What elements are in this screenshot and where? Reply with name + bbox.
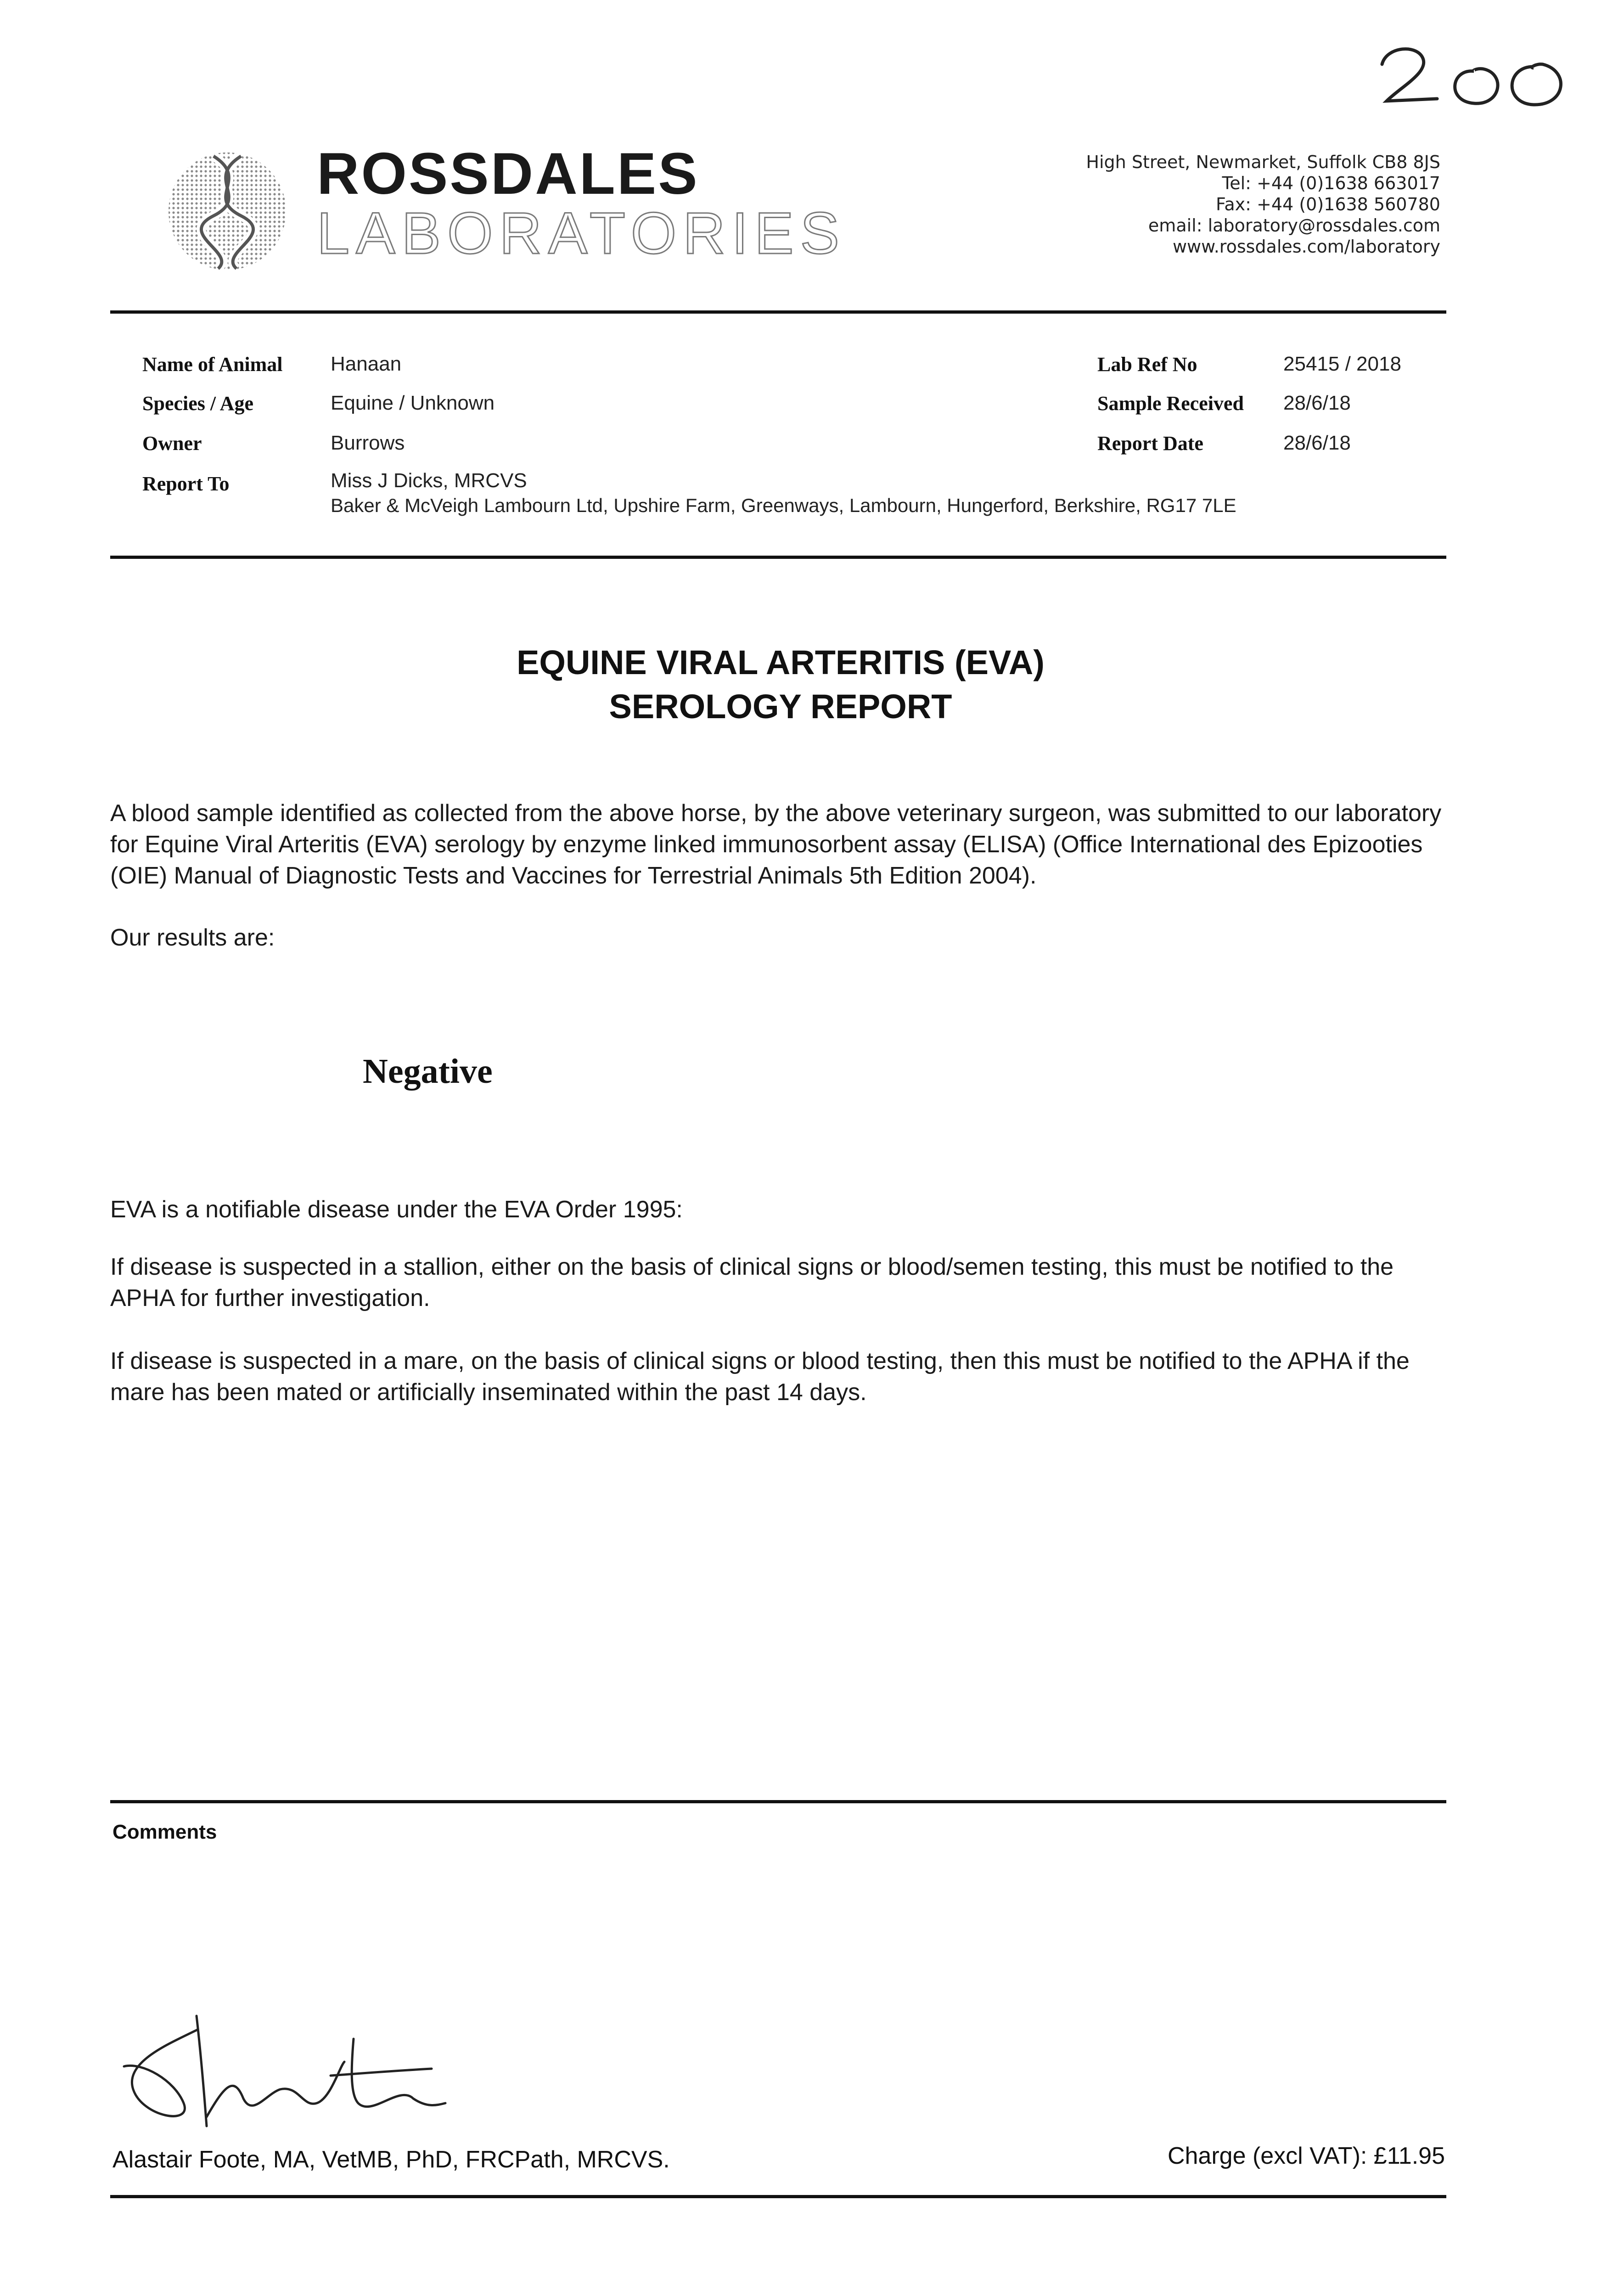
- mare-note: If disease is suspected in a mare, on the basis of clinical signs or blood testing, then this must be notified to the APHA if the mare has been mated or artificially inseminated within the past 14 days.: [110, 1348, 1410, 1406]
- footer-divider: [110, 2195, 1446, 2198]
- owner-value: Burrows: [331, 432, 405, 454]
- header-divider: [110, 310, 1446, 314]
- owner-label: Owner: [142, 432, 202, 455]
- logo-title: ROSSDALES: [317, 141, 699, 207]
- report-title-line1: EQUINE VIRAL ARTERITIS (EVA): [517, 643, 1045, 681]
- notifiable-statement: EVA is a notifiable disease under the EVA Order 1995:: [110, 1196, 683, 1223]
- handwritten-page-number: [1368, 28, 1589, 119]
- address-website: www.rossdales.com/laboratory: [1172, 236, 1440, 257]
- sample-received-value: 28/6/18: [1283, 392, 1351, 414]
- rossdales-emblem-icon: [158, 147, 296, 276]
- results-lead: Our results are:: [110, 924, 275, 951]
- name-of-animal-label: Name of Animal: [142, 353, 283, 376]
- report-to-address: Baker & McVeigh Lambourn Ltd, Upshire Farm, Greenways, Lambourn, Hungerford, Berkshire, RG17 7LE: [331, 495, 1236, 516]
- species-age-value: Equine / Unknown: [331, 392, 495, 414]
- report-to-name: Miss J Dicks, MRCVS: [331, 469, 527, 492]
- sample-received-label: Sample Received: [1097, 392, 1244, 415]
- address-fax: Fax: +44 (0)1638 560780: [1216, 194, 1440, 214]
- handwritten-signature: [115, 2011, 464, 2140]
- charge-amount: Charge (excl VAT): £11.95: [1167, 2143, 1445, 2169]
- address-email: email: laboratory@rossdales.com: [1148, 215, 1440, 236]
- logo-subtitle: LABORATORIES: [317, 201, 846, 266]
- fields-divider: [110, 556, 1446, 559]
- report-to-label: Report To: [142, 473, 230, 495]
- lab-ref-label: Lab Ref No: [1097, 353, 1197, 376]
- comments-divider: [110, 1800, 1446, 1803]
- report-title-line2: SEROLOGY REPORT: [609, 687, 952, 726]
- report-date-value: 28/6/18: [1283, 432, 1351, 454]
- test-result: Negative: [363, 1052, 493, 1091]
- signatory-name: Alastair Foote, MA, VetMB, PhD, FRCPath, MRCVS.: [112, 2146, 670, 2173]
- intro-paragraph: A blood sample identified as collected from the above horse, by the above veterinary surgeon, was submitted to our laboratory for Equine Viral Arteritis (EVA) serology by enzyme linked immunosorbent assay (ELISA) (Office International des Epizooties (OIE) Manual of Diagnostic Tests and Vaccines for Terrestrial Animals 5th Edition 2004).: [110, 800, 1442, 889]
- report-title: [0, 641, 1561, 729]
- address-phone: Tel: +44 (0)1638 663017: [1222, 173, 1440, 193]
- report-date-label: Report Date: [1097, 432, 1203, 455]
- stallion-note: If disease is suspected in a stallion, either on the basis of clinical signs or blood/semen testing, this must be notified to the APHA for further investigation.: [110, 1254, 1394, 1311]
- lab-ref-value: 25415 / 2018: [1283, 353, 1401, 375]
- name-of-animal-value: Hanaan: [331, 353, 402, 375]
- comments-label: Comments: [112, 1821, 217, 1843]
- lab-address: [1086, 152, 1440, 257]
- address-line: High Street, Newmarket, Suffolk CB8 8JS: [1086, 152, 1440, 172]
- species-age-label: Species / Age: [142, 392, 253, 415]
